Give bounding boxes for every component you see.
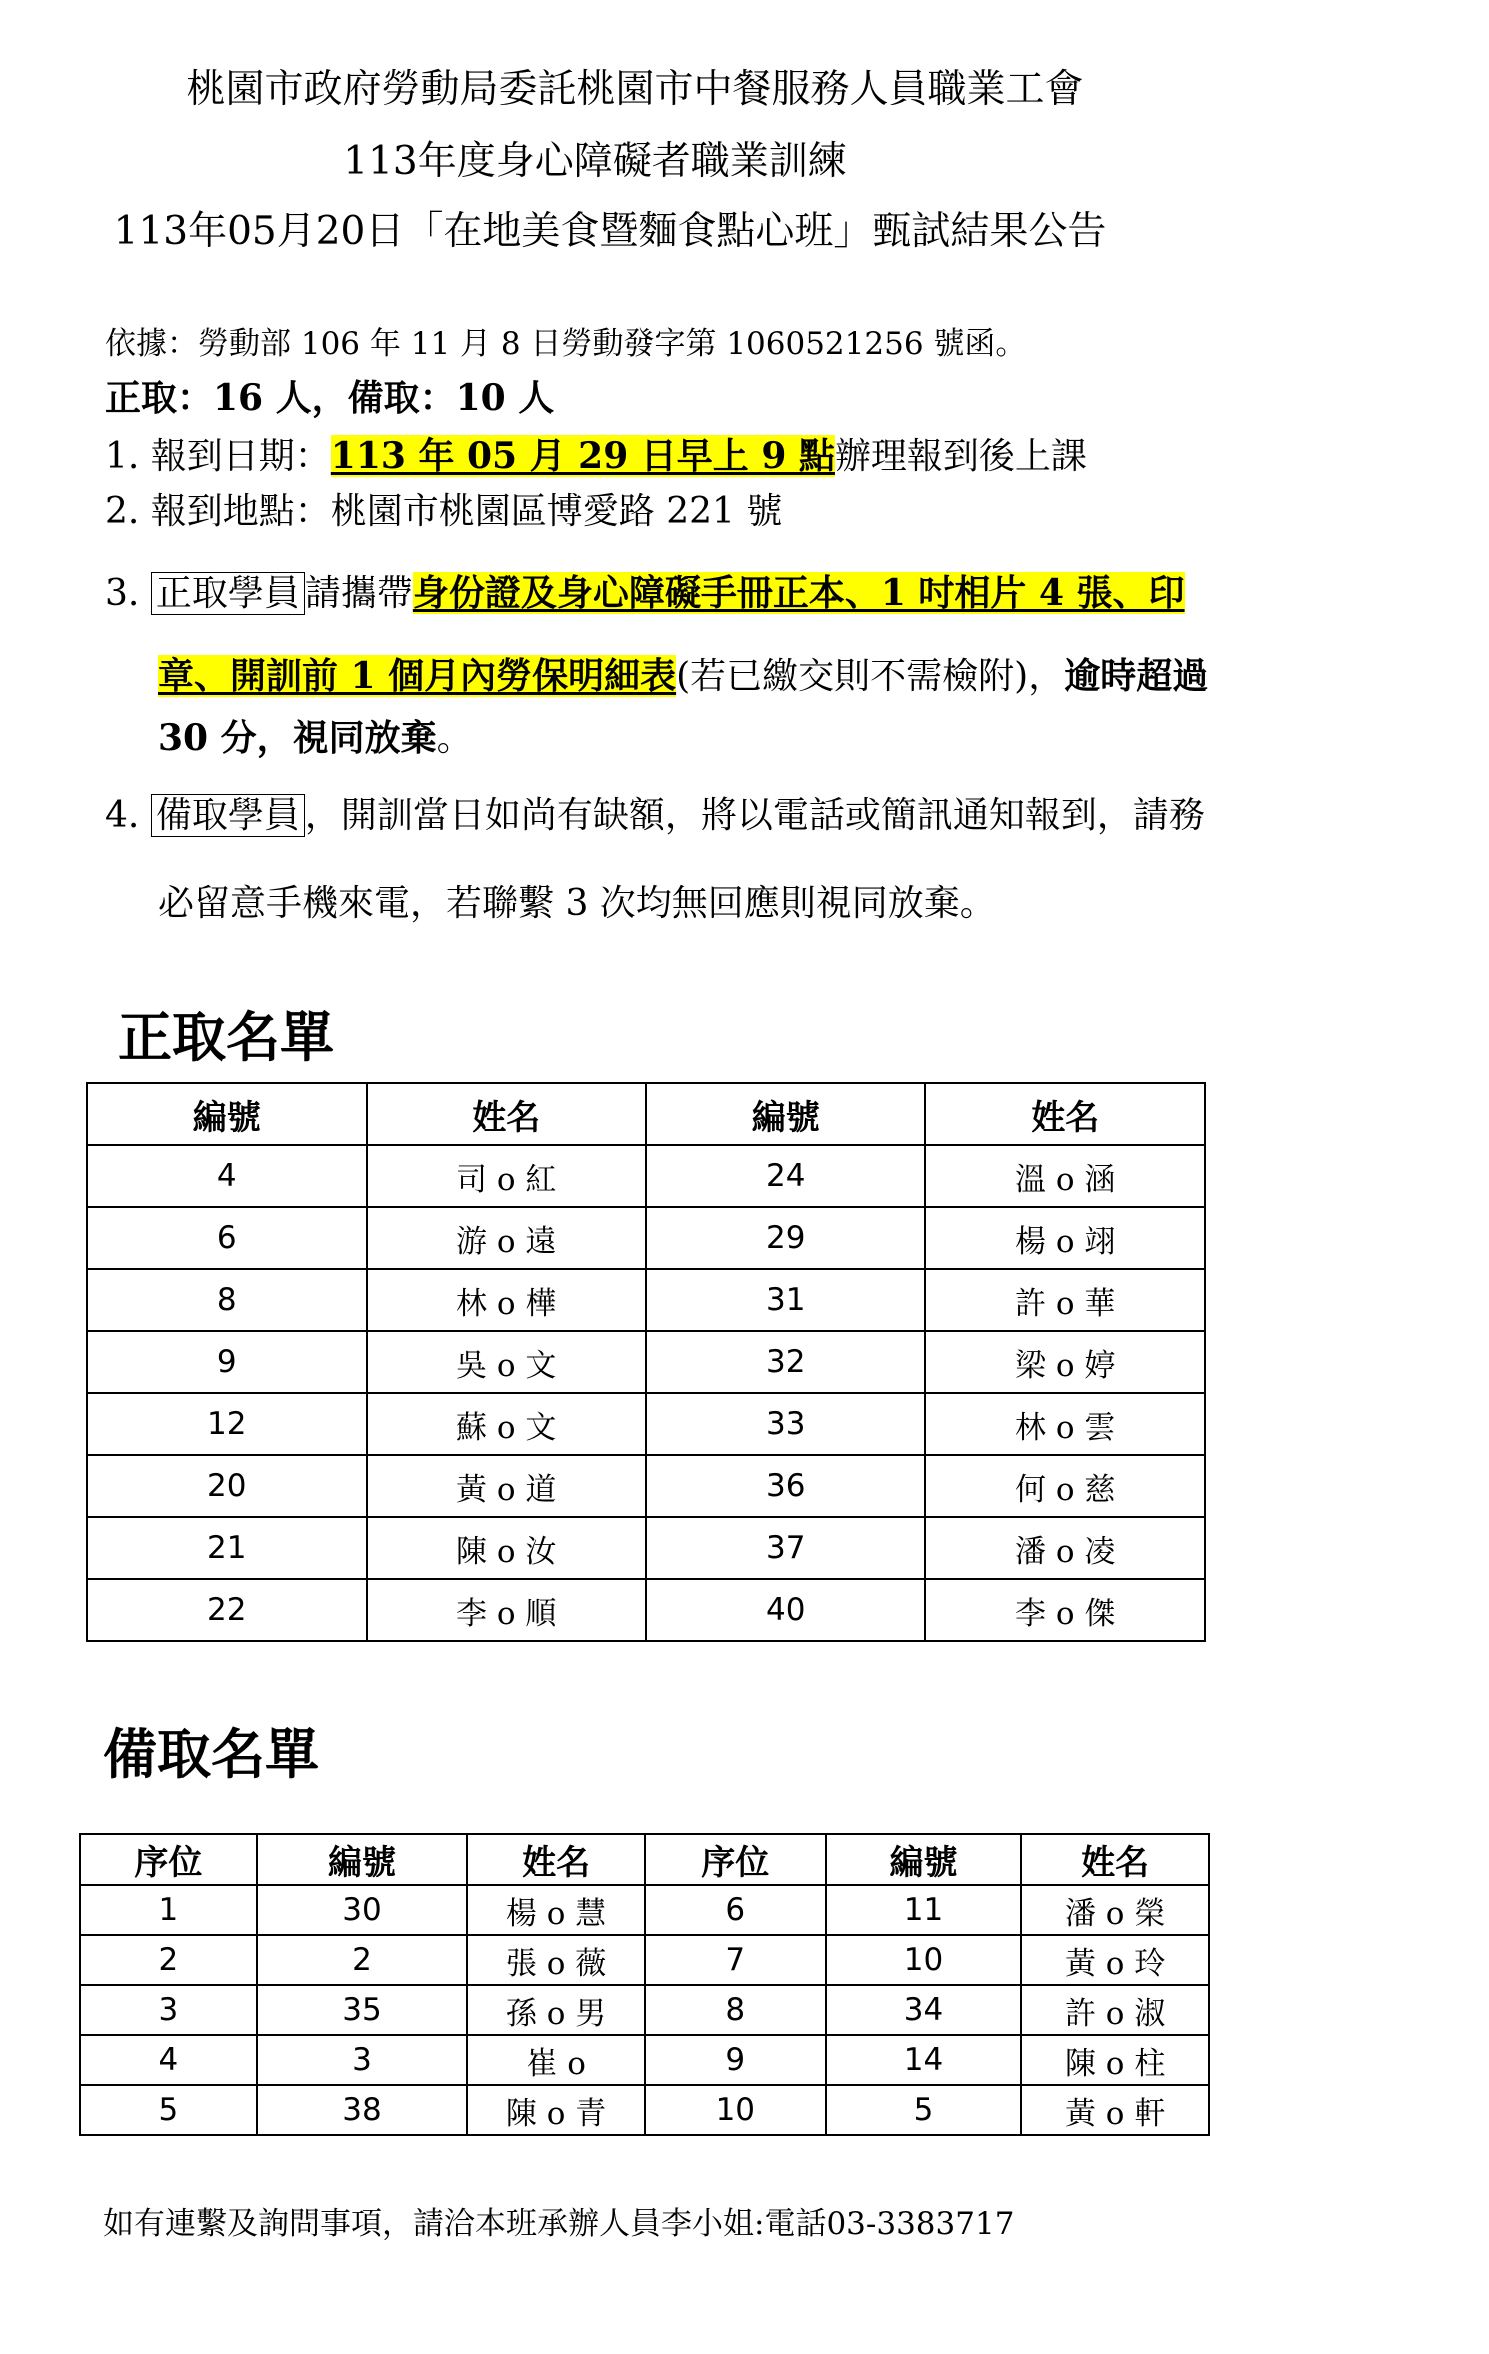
table-row — [80, 2035, 1209, 2085]
table-row — [87, 1331, 1205, 1393]
cell-id: 21 — [87, 1517, 367, 1579]
required-documents-highlight-1: 身份證及身心障礙手冊正本、1 吋相片 4 張、印 — [412, 572, 1185, 614]
item-waitlist-notice-line2: 必留意手機來電，若聯繫 3 次均無回應則視同放棄。 — [158, 883, 996, 924]
cell-name: 黃 o 軒 — [1021, 2085, 1209, 2135]
item-report-location: 2. 報到地點：桃園市桃園區博愛路 221 號 — [105, 491, 783, 532]
cell-name: 楊 o 慧 — [467, 1885, 645, 1935]
cell-name: 蘇 o 文 — [367, 1393, 646, 1455]
cell-id: 5 — [826, 2085, 1022, 2135]
cell-rank: 9 — [645, 2035, 826, 2085]
cell-name: 吳 o 文 — [367, 1331, 646, 1393]
cell-id: 14 — [826, 2035, 1022, 2085]
cell-name: 張 o 薇 — [467, 1935, 645, 1985]
col-header-rank: 序位 — [645, 1834, 826, 1885]
cell-name: 林 o 樺 — [367, 1269, 646, 1331]
cell-rank: 3 — [80, 1985, 257, 2035]
admission-summary: 正取：16 人，備取：10 人 — [105, 377, 555, 419]
item3-text1: 請攜帶 — [304, 573, 413, 614]
table-row — [87, 1393, 1205, 1455]
cell-name: 陳 o 柱 — [1021, 2035, 1209, 2085]
cell-name: 黃 o 玲 — [1021, 1935, 1209, 1985]
item4-num: 4. — [105, 795, 140, 836]
col-header-name: 姓名 — [925, 1083, 1205, 1145]
cell-id: 8 — [87, 1269, 367, 1331]
waitlist-student-box: 備取學員 — [151, 794, 305, 837]
cell-name: 潘 o 榮 — [1021, 1885, 1209, 1935]
table-row — [87, 1145, 1205, 1207]
cell-name: 游 o 遠 — [367, 1207, 646, 1269]
waitlist-heading: 備取名單 — [103, 1722, 319, 1786]
cell-id: 40 — [646, 1579, 926, 1641]
cell-rank: 6 — [645, 1885, 826, 1935]
basis-text: 依據：勞動部 106 年 11 月 8 日勞動發字第 1060521256 號函。 — [105, 326, 1027, 362]
admitted-table-header — [87, 1083, 1205, 1145]
cell-id: 38 — [257, 2085, 468, 2135]
item1-prefix: 1. 報到日期： — [105, 436, 331, 477]
cell-id: 32 — [646, 1331, 926, 1393]
col-header-id: 編號 — [646, 1083, 926, 1145]
cell-name: 李 o 順 — [367, 1579, 646, 1641]
cell-name: 孫 o 男 — [467, 1985, 645, 2035]
item-waitlist-notice-line1 — [105, 787, 1205, 838]
cell-id: 36 — [646, 1455, 926, 1517]
item-admitted-requirements-line1 — [105, 565, 1185, 616]
cell-name: 楊 o 翊 — [925, 1207, 1205, 1269]
cell-id: 34 — [826, 1985, 1022, 2035]
cell-id: 11 — [826, 1885, 1022, 1935]
cell-rank: 8 — [645, 1985, 826, 2035]
cell-rank: 4 — [80, 2035, 257, 2085]
cell-rank: 10 — [645, 2085, 826, 2135]
cell-name: 黃 o 道 — [367, 1455, 646, 1517]
header-line-1: 桃園市政府勞動局委託桃園市中餐服務人員職業工會 — [186, 67, 1084, 112]
cell-name: 何 o 慈 — [925, 1455, 1205, 1517]
cell-rank: 5 — [80, 2085, 257, 2135]
item1-suffix: 辦理報到後上課 — [834, 436, 1087, 477]
col-header-name: 姓名 — [367, 1083, 646, 1145]
cell-id: 24 — [646, 1145, 926, 1207]
table-row — [80, 2085, 1209, 2135]
cell-id: 10 — [826, 1935, 1022, 1985]
admitted-table — [86, 1082, 1206, 1642]
cell-name: 崔 o — [467, 2035, 645, 2085]
header-line-3: 113年05月20日「在地美食暨麵食點心班」甄試結果公告 — [113, 209, 1107, 254]
cell-id: 4 — [87, 1145, 367, 1207]
cell-name: 許 o 華 — [925, 1269, 1205, 1331]
col-header-name: 姓名 — [467, 1834, 645, 1885]
table-row — [80, 1985, 1209, 2035]
col-header-id: 編號 — [826, 1834, 1022, 1885]
cell-id: 20 — [87, 1455, 367, 1517]
cell-id: 2 — [257, 1935, 468, 1985]
cell-id: 37 — [646, 1517, 926, 1579]
table-row — [87, 1579, 1205, 1641]
late-warning: 逾時超過 — [1064, 655, 1209, 697]
cell-name: 溫 o 涵 — [925, 1145, 1205, 1207]
item-admitted-requirements-line2 — [158, 648, 1208, 699]
footer-contact: 如有連繫及詢問事項，請洽本班承辦人員李小姐:電話03-3383717 — [103, 2206, 1015, 2242]
table-row — [87, 1517, 1205, 1579]
cell-name: 李 o 傑 — [925, 1579, 1205, 1641]
cell-rank: 7 — [645, 1935, 826, 1985]
table-row — [87, 1269, 1205, 1331]
report-date-highlight: 113 年 05 月 29 日早上 9 點 — [330, 435, 835, 477]
cell-name: 林 o 雲 — [925, 1393, 1205, 1455]
cell-name: 潘 o 凌 — [925, 1517, 1205, 1579]
cell-id: 33 — [646, 1393, 926, 1455]
item-admitted-requirements-line3 — [158, 710, 473, 761]
required-documents-highlight-2: 章、開訓前 1 個月內勞保明細表 — [158, 655, 677, 697]
cell-id: 9 — [87, 1331, 367, 1393]
item3-end: 。 — [436, 718, 473, 759]
cell-id: 3 — [257, 2035, 468, 2085]
cell-rank: 1 — [80, 1885, 257, 1935]
header-line-2: 113年度身心障礙者職業訓練 — [343, 139, 847, 184]
cell-name: 許 o 淑 — [1021, 1985, 1209, 2035]
waitlist-table — [79, 1833, 1210, 2136]
col-header-id: 編號 — [257, 1834, 468, 1885]
item4-text1: ，開訓當日如尚有缺額，將以電話或簡訊通知報到，請務 — [304, 795, 1205, 836]
cell-rank: 2 — [80, 1935, 257, 1985]
cell-id: 6 — [87, 1207, 367, 1269]
cell-name: 陳 o 青 — [467, 2085, 645, 2135]
admitted-student-box: 正取學員 — [151, 572, 305, 615]
cell-name: 梁 o 婷 — [925, 1331, 1205, 1393]
table-row — [87, 1455, 1205, 1517]
table-row — [80, 1885, 1209, 1935]
item3-num: 3. — [105, 573, 140, 614]
late-warning-2: 30 分，視同放棄 — [158, 717, 437, 759]
item-report-date — [105, 428, 1087, 479]
item3-text2: (若已繳交則不需檢附)， — [676, 656, 1065, 697]
cell-id: 30 — [257, 1885, 468, 1935]
waitlist-table-header — [80, 1834, 1209, 1885]
cell-id: 22 — [87, 1579, 367, 1641]
cell-id: 31 — [646, 1269, 926, 1331]
col-header-id: 編號 — [87, 1083, 367, 1145]
cell-name: 陳 o 汝 — [367, 1517, 646, 1579]
table-row — [80, 1935, 1209, 1985]
col-header-rank: 序位 — [80, 1834, 257, 1885]
cell-name: 司 o 紅 — [367, 1145, 646, 1207]
cell-id: 35 — [257, 1985, 468, 2035]
cell-id: 29 — [646, 1207, 926, 1269]
col-header-name: 姓名 — [1021, 1834, 1209, 1885]
admitted-list-heading: 正取名單 — [118, 1005, 334, 1069]
table-row — [87, 1207, 1205, 1269]
cell-id: 12 — [87, 1393, 367, 1455]
